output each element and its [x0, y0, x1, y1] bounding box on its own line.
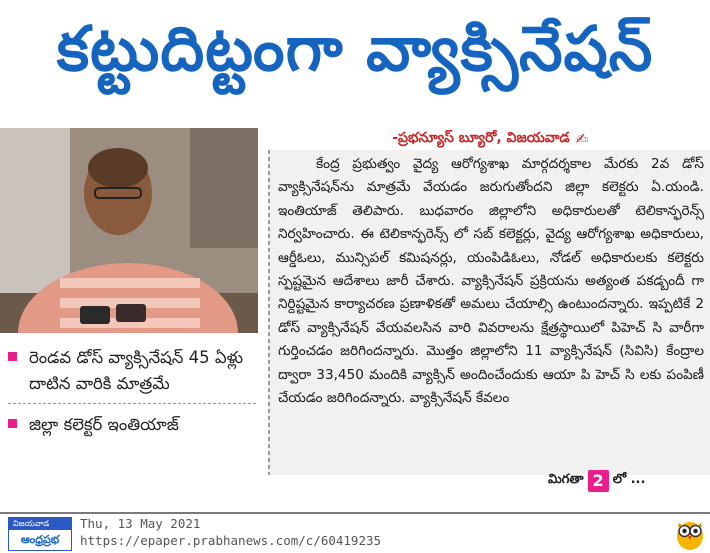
highlight-text: జిల్లా కలెక్టర్ ఇంతియాజ్ [29, 415, 179, 434]
source-url[interactable]: https://epaper.prabhanews.com/c/60419235 [80, 533, 382, 548]
highlight-item [0, 345, 262, 397]
bullet-square-icon [8, 419, 17, 428]
headline: కట్టుదిట్టంగా వ్యాక్సినేషన్ [56, 12, 654, 85]
highlight-item [0, 412, 262, 438]
article-paragraph: కేంద్ర ప్రభుత్వం వైద్య ఆరోగ్యశాఖ మార్గదర్శకాల మేరకు 2వ డోస్ వ్యాక్సినేషన్‌ను మాత్రమే వేయడం జరుగుతోందని జిల్లా కలెక్టరు ఏ.యండి. ఇంతియాజ్ తెలిపారు. బుధవారం జిల్లాలోని అధికారులతో టెలికాన్ఫరెన్స్ నిర్వహించారు. ఈ టెలికాన్ఫరెన్స్ లో సబ్ కలెక్టర్లు, వైద్య ఆరోగ్యశాఖ అధికారులు, ఆర్డీఓలు, మున్సిపల్ కమిషనర్లు, యంపిడిఓలు, నోడల్ అధికారులకు కలెక్టరు స్పష్టమైన ఆదేశాలు జారీ చేశారు. వ్యాక్సినేషన్ ప్రక్రియను అత్యంత పకడ్బందీ గా నిర్దిష్టమైన కార్యాచరణ ప్రణాళికతో అమలు చేయాల్సి ఉంటుందన్నారు. ఇప్పటికే 2 డోస్ వ్యాక్సినేషన్ వేయవలసిన వారి వివరాలను క్షేత్రస్థాయిలో పిహెచ్ సి వారీగా గుర్తించడం జరిగిందన్నారు. మొత్తం జిల్లాలోని 11 వ్యాక్సినేషన్ (సివిసి) కేంద్రాల ద్వారా 33,450 మందికి వ్యాక్సిన్ అందించేందుకు ఆయా పి హెచ్ సి లకు పంపిణీ చేయడం జరిగిందన్నారు. వ్యాక్సినేషన్ కేవలం [278, 156, 704, 407]
pen-icon: ✍ [575, 130, 589, 148]
footer [0, 512, 710, 553]
brand-name: ఆంధ్రప్రభ [20, 533, 60, 546]
article-body [278, 153, 704, 410]
column-divider [268, 150, 270, 475]
continued-page-number: 2 [588, 470, 609, 492]
publication-date: Thu, 13 May 2021 [80, 516, 201, 531]
continued-notice [548, 468, 645, 494]
byline [278, 126, 710, 152]
brand-logo [8, 517, 72, 551]
brand-edition: విజయవాడ [9, 518, 71, 530]
bullet-square-icon [8, 352, 17, 361]
footer-rule [0, 512, 710, 514]
continued-prefix: మిగతా [548, 472, 584, 487]
collector-photo [0, 128, 258, 333]
byline-text: -ప్రభన్యూస్ బ్యూరో, విజయవాడ [392, 129, 570, 146]
owl-mascot-icon [674, 515, 706, 551]
highlight-divider [8, 403, 256, 404]
highlight-text: రెండవ డోస్ వ్యాక్సినేషన్ 45 ఏళ్లు దాటిన వారికి మాత్రమే [29, 348, 244, 393]
footer-meta [80, 515, 381, 549]
highlights [0, 345, 262, 438]
continued-suffix: లో ... [612, 472, 646, 487]
